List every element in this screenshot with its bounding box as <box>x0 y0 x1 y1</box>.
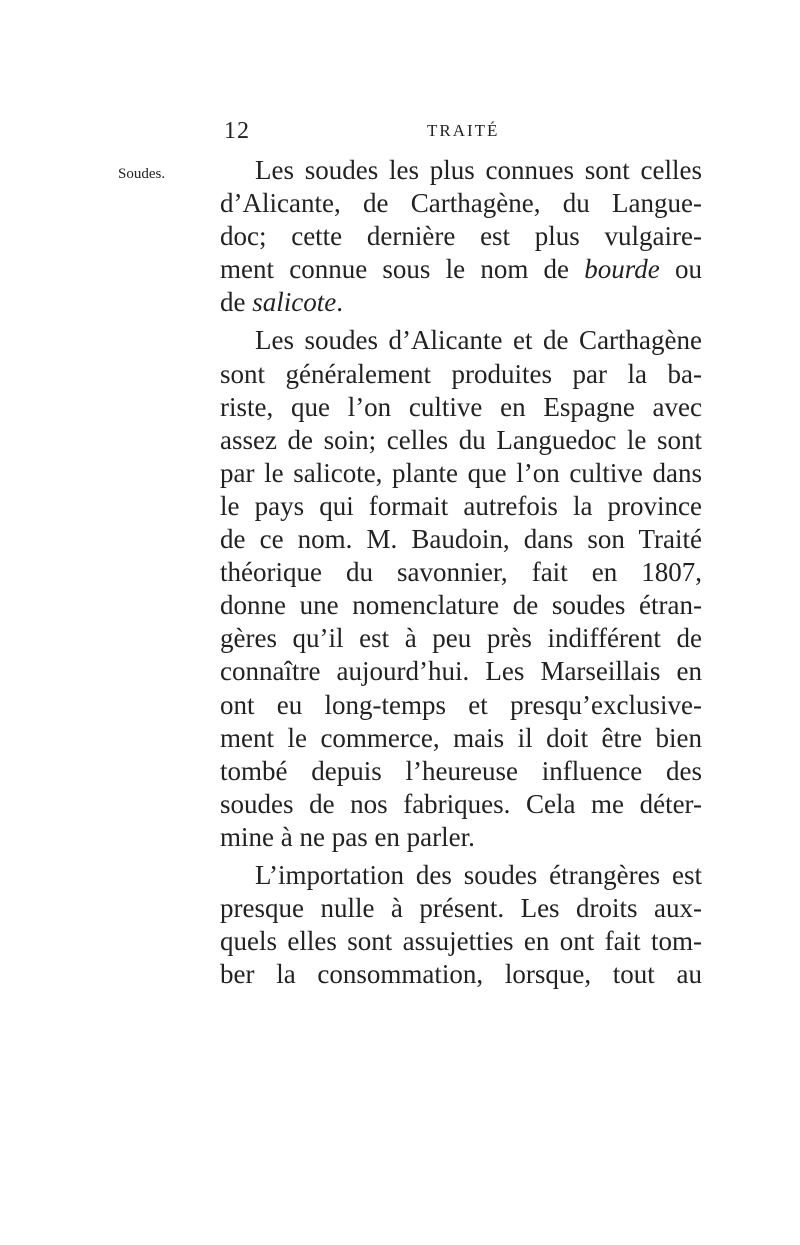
text-line <box>220 286 702 319</box>
text-run: . <box>336 287 343 318</box>
text-line: théorique du savonnier, fait en 1807, <box>220 557 702 588</box>
margin-note: Soudes. <box>118 166 166 182</box>
text-line: quels elles sont assujetties en ont fait tom- <box>220 926 702 957</box>
text-line: doc; cette dernière est plus vulgaire- <box>220 221 702 252</box>
text-line <box>220 253 702 286</box>
paragraph <box>220 859 702 991</box>
text-run: ment connue sous le nom de <box>220 254 585 285</box>
text-line: mine à ne pas en parler. <box>220 821 475 852</box>
text-line: sont généralement produites par la ba- <box>220 358 702 389</box>
italic-term: bourde <box>584 254 660 285</box>
italic-term: salicote <box>252 287 337 318</box>
text-line: donne une nomenclature de soudes étran- <box>220 590 702 621</box>
text-line: de ce nom. M. Baudoin, dans son Traité <box>220 524 702 555</box>
text-line: Les soudes d’Alicante et de Carthagène <box>255 325 702 356</box>
text-line: d’Alicante, de Carthagène, du Langue- <box>220 188 702 219</box>
text-line: L’importation des soudes étrangères est <box>255 859 702 890</box>
page-number: 12 <box>224 118 250 144</box>
text-line: le pays qui formait autrefois la province <box>220 490 702 521</box>
text-block <box>220 154 702 991</box>
text-line: presque nulle à présent. Les droits aux- <box>220 893 702 924</box>
text-line: ment le commerce, mais il doit être bien <box>220 722 702 753</box>
text-line: gères qu’il est à peu près indifférent de <box>220 623 702 654</box>
text-run: de <box>220 287 253 318</box>
text-line: connaître aujourd’hui. Les Marseillais en <box>220 656 702 687</box>
text-line: ber la consommation, lorsque, tout au <box>220 959 702 990</box>
text-line: tombé depuis l’heureuse influence des <box>220 755 702 786</box>
text-line: soudes de nos fabriques. Cela me déter- <box>220 788 702 819</box>
text-line: riste, que l’on cultive en Espagne avec <box>220 391 702 422</box>
running-head: TRAITÉ <box>427 121 500 140</box>
text-line: Les soudes les plus connues sont celles <box>255 155 702 185</box>
text-run: ou <box>659 254 702 285</box>
text-line: assez de soin; celles du Languedoc le sont <box>220 424 702 455</box>
paragraph <box>220 154 702 319</box>
text-line: par le salicote, plante que l’on cultive dans <box>220 457 702 488</box>
text-line: ont eu long-temps et presqu’exclusive- <box>220 689 702 720</box>
paragraph <box>220 324 702 854</box>
